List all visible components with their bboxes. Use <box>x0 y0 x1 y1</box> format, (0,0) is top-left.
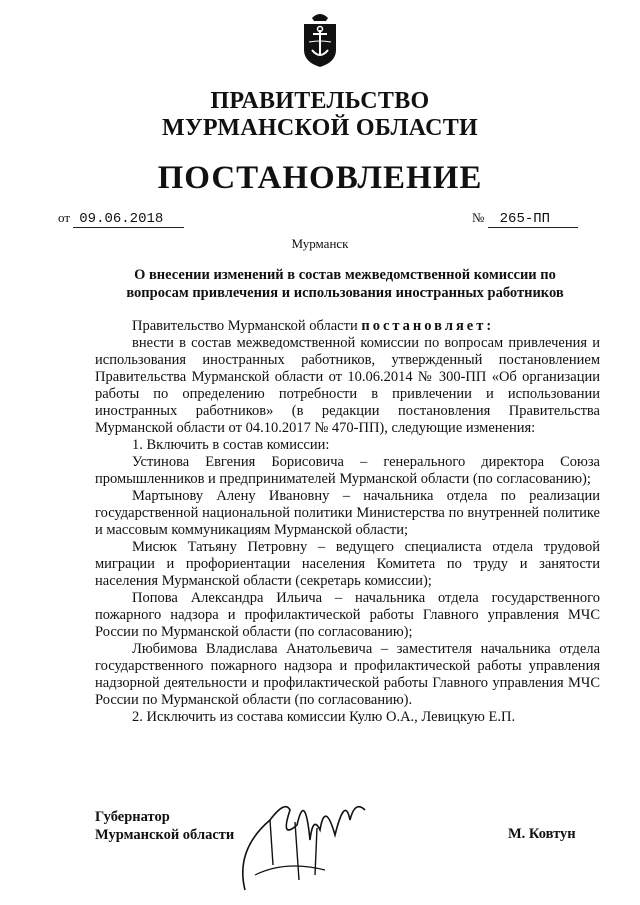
document-type-title: ПОСТАНОВЛЕНИЕ <box>157 160 483 196</box>
position-line1: Губернатор <box>95 809 170 825</box>
document-date: 09.06.2018 <box>73 211 184 228</box>
document-number: 265-ПП <box>488 211 578 228</box>
government-title-line2: МУРМАНСКОЙ ОБЛАСТИ <box>162 115 478 141</box>
intro-paragraph <box>95 318 600 335</box>
member-entry: Устинова Евгения Борисовича – генерального директора Союза промышленников и предпринимателей Мурманской области (по согласованию); <box>95 454 600 487</box>
signatory-position <box>95 808 234 844</box>
intro-action: постановляет: <box>361 318 495 334</box>
date-prefix: от <box>58 210 71 225</box>
government-title-line1: ПРАВИТЕЛЬСТВО <box>210 88 430 114</box>
city-name: Мурманск <box>291 236 349 251</box>
number-line <box>472 210 578 228</box>
member-entry: Любимова Владислава Анатольевича – заместителя начальника отдела государственного пожарного надзора и профилактической работы управления надзорной деятельности и профилактической работы Главного управления МЧС России по Мурманской области (по согласованию). <box>95 641 600 708</box>
intro-lead: Правительство Мурманской области <box>132 318 358 334</box>
document-subject <box>105 266 585 302</box>
signatory-name: М. Ковтун <box>508 826 576 842</box>
subject-line1: О внесении изменений в состав межведомственной комиссии по <box>134 267 556 283</box>
handwritten-signature <box>225 780 375 895</box>
item-1: 1. Включить в состав комиссии: <box>132 437 330 453</box>
member-entry: Мартынову Алену Ивановну – начальника отдела по реализации государственной национальной политики Министерства по внутренней политике и массовым коммуникациям Мурманской области; <box>95 488 600 538</box>
document-body <box>95 318 600 726</box>
position-line2: Мурманской области <box>95 827 235 843</box>
item-2: 2. Исключить из состава комиссии Кулю О.А., Левицкую Е.П. <box>132 709 516 725</box>
coat-of-arms-icon <box>300 12 340 68</box>
member-entry: Попова Александра Ильича – начальника отдела государственного пожарного надзора и профилактической работы Главного управления МЧС России по Мурманской области (по согласованию); <box>95 590 600 640</box>
member-entry: Мисюк Татьяну Петровну – ведущего специалиста отдела трудовой миграции и профориентации населения Комитета по труду и занятости населения Мурманской области (секретарь комиссии); <box>95 539 600 589</box>
date-line <box>58 210 184 228</box>
subject-line2: вопросам привлечения и использования иностранных работников <box>126 285 564 301</box>
intro-text: внести в состав межведомственной комиссии по вопросам привлечения и использования иностранных работников, утвержденный постановлением Правительства Мурманской области от 10.06.2014 № 300-ПП «Об организации работы по определению потребности в привлечении и использовании иностранных работников» (в редакции постановления Правительства Мурманской области от 04.10.2017 № 470-ПП), следующие изменения: <box>95 335 600 436</box>
number-prefix: № <box>472 210 485 225</box>
